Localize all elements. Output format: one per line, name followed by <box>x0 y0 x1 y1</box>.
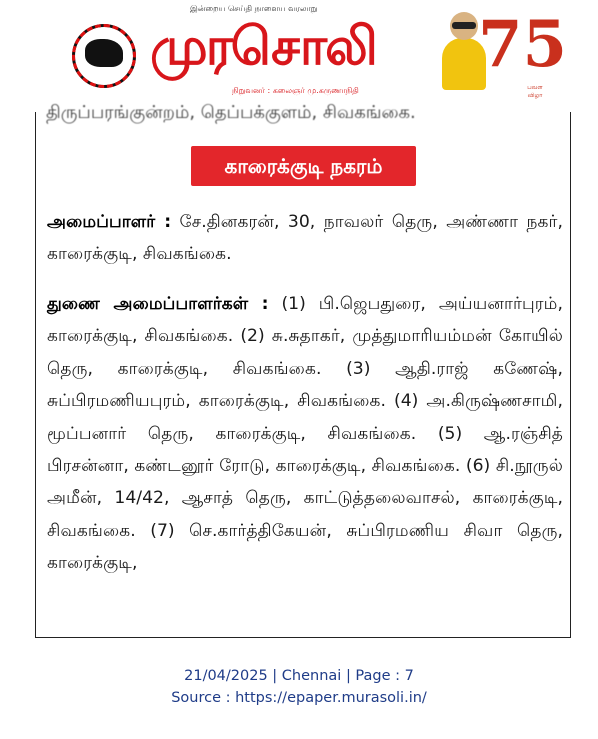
organizer-paragraph <box>47 206 563 271</box>
deputy-label: துணை அமைப்பாளர்கள் : <box>47 294 269 314</box>
deputy-paragraph <box>47 288 563 580</box>
cut-off-line: திருப்பரங்குன்றம், தெப்பக்குளம், சிவகங்கை. <box>46 102 416 123</box>
anniversary-number: 75 <box>478 7 568 82</box>
organizer-text: சே.தினகரன், 30, நாவலர் தெரு, அண்ணா நகர், காரைக்குடி, சிவகங்கை. <box>47 212 563 265</box>
footer-source-line: Source : https://epaper.murasoli.in/ <box>171 690 427 706</box>
anniversary-text: பவள விழா <box>527 84 543 99</box>
deputy-text: (1) பி.ஜெபதுரை, அய்யனார்புரம், காரைக்குடி, சிவகங்கை. (2) சு.சுதாகர், முத்துமாரியம்மன் கோயில் தெரு, காரைக்குடி, சிவகங்கை. (3) ஆதி.ராஜ் கணேஷ், சுப்பிரமணியபுரம், காரைக்குடி, சிவகங்கை. (4) அ.கிருஷ்ணசாமி, மூப்பனார் தெரு, காரைக்குடி, சிவகங்கை. (5) ஆ.ரஞ்சித் பிரசன்னா, கண்டனூர் ரோடு, காரைக்குடி, சிவகங்கை. (6) சி.நூருல் அமீன், 14/42, ஆசாத் தெரு, காட்டுத்தலைவாசல், காரைக்குடி, சிவகங்கை. (7) செ.கார்த்திகேயன், சுப்பிரமணிய சிவா தெரு, காரைக்குடி, <box>47 294 563 574</box>
article-clipping <box>35 102 571 638</box>
founder-line: நிறுவனர் : கலைஞர் மு.கருணாநிதி <box>232 86 359 95</box>
organizer-label: அமைப்பாளர் : <box>47 212 172 232</box>
section-heading: காரைக்குடி நகரம் <box>191 146 416 186</box>
footer-date-line: 21/04/2025 | Chennai | Page : 7 <box>184 668 414 684</box>
party-emblem-icon <box>72 24 136 88</box>
masthead <box>0 0 598 108</box>
newspaper-logo: முரசொலி <box>150 17 376 77</box>
masthead-tagline: இன்றைய செய்தி நாளைய வரலாறு <box>190 4 318 13</box>
footer <box>0 665 598 709</box>
